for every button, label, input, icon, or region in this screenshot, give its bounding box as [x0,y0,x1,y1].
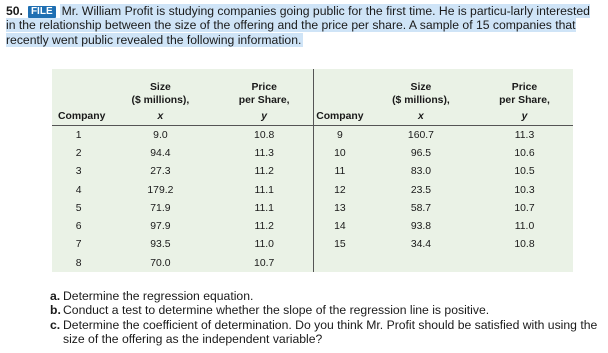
table-body [52,126,573,273]
question-list [50,289,602,346]
price-cell: 10.6 [514,147,535,159]
problem-text: Mr. William Profit is studying companies going public for the first time. He is particu-larly interested in the relationship between the size of the offering and the price per share. A sample of 15 companies that recently went public revealed the following information. [6,4,590,47]
price-cell: 10.8 [514,239,535,251]
table-row [52,163,573,181]
size-cell: 83.0 [410,166,432,178]
company-header-right: Company [313,107,366,126]
company-cell: 2 [75,147,82,159]
company-cell: 10 [334,147,346,159]
size-cell: 27.3 [150,166,171,178]
question-item: c. Determine the coefficient of determination. Do you think Mr. Profit should be satisfied with using the size of the offering as the independent variable? [50,317,598,346]
price-header-left: Price per Share, [215,69,313,107]
price-cell: 11.3 [514,129,535,141]
price-var-right: y [476,107,573,126]
company-cell: 6 [75,221,82,233]
price-var-left: y [215,107,313,126]
price-cell: 10.8 [215,126,313,145]
data-table [52,69,573,272]
price-cell: 11.1 [215,181,313,199]
table-row [52,236,573,254]
company-cell [313,254,366,272]
company-cell: 15 [334,239,346,251]
table-row [52,254,573,272]
file-badge: FILE [28,6,56,18]
company-cell: 8 [75,257,82,269]
price-cell: 11.2 [215,217,313,235]
price-header-right: Price per Share, [499,82,550,106]
question-item: a. Determine the regression equation. [50,289,254,303]
size-header-right: Size ($ millions), [392,82,450,106]
problem-statement [6,4,602,47]
size-cell: 70.0 [150,257,171,269]
table-row [52,199,573,217]
price-cell: 11.1 [215,199,313,217]
price-cell: 11.3 [215,144,313,162]
question-item: b. Conduct a test to determine whether the slope of the regression line is positive. [50,303,490,318]
company-cell: 11 [334,166,346,178]
size-cell [366,254,476,272]
company-cell: 12 [334,184,346,196]
size-header-left: Size ($ millions), [131,82,190,106]
table-row [52,181,573,199]
table-row [52,217,573,235]
price-cell: 10.7 [514,202,535,214]
price-cell: 10.5 [514,166,535,178]
size-cell: 93.5 [150,239,171,251]
size-cell: 58.7 [410,202,432,214]
size-cell: 9.0 [153,129,168,141]
table-row [52,144,573,162]
table-header-row [52,69,573,107]
size-cell: 96.5 [410,147,432,159]
size-var-right: x [366,107,476,126]
price-cell: 11.2 [215,163,313,181]
size-var-left: x [105,107,215,126]
size-cell: 34.4 [410,239,432,251]
company-header-left: Company [52,107,105,126]
company-cell: 3 [75,166,82,178]
size-cell: 97.9 [150,221,171,233]
size-cell: 23.5 [410,184,432,196]
company-cell: 9 [336,129,343,141]
company-cell: 13 [334,202,346,214]
company-cell: 5 [75,202,82,214]
size-cell: 71.9 [150,202,171,214]
data-table-panel [52,69,573,272]
company-cell: 4 [75,184,82,196]
company-cell: 14 [334,221,346,233]
price-cell: 11.0 [514,221,535,233]
company-cell: 7 [75,239,82,251]
price-cell: 11.0 [215,236,313,254]
price-cell: 10.7 [215,254,313,272]
size-cell: 160.7 [407,129,434,141]
size-cell: 179.2 [147,184,174,196]
size-cell: 93.8 [410,221,432,233]
size-cell: 94.4 [150,147,171,159]
problem-number: 50. [6,4,23,18]
table-subheader-row [52,107,573,126]
price-cell: 10.3 [514,184,535,196]
table-row [52,126,573,145]
price-cell [476,254,573,272]
company-cell: 1 [75,129,82,141]
